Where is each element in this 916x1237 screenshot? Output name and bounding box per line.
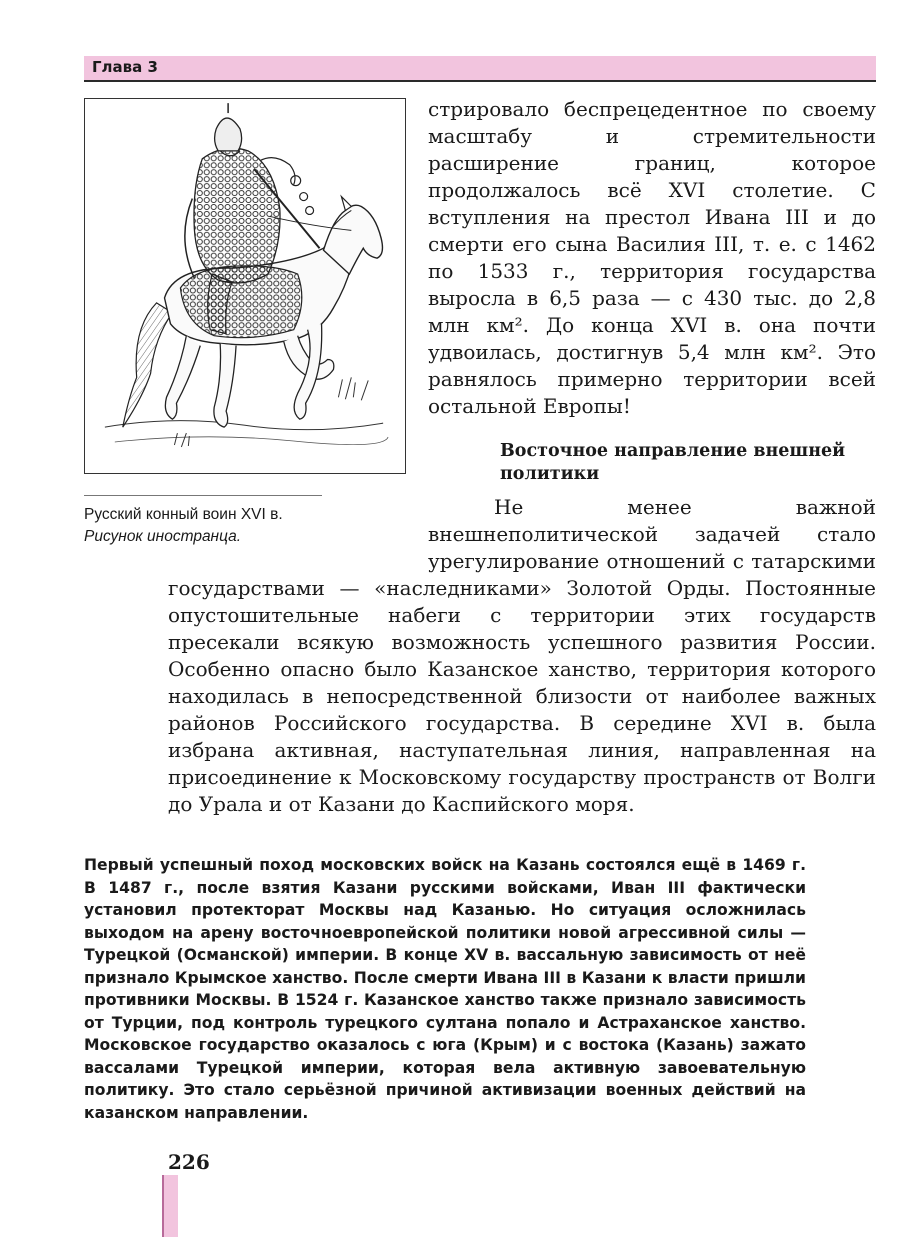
historical-note: Первый успешный поход московских войск на Казань состоялся ещё в 1469 г. В 1487 г., после взятия Казани русскими войсками, Иван III фактически установил протекторат Москвы над Казанью. Но ситуация осложнилась выходом на арену восточноевропейской политики новой агрессивной силы — Турецкой (Османской) империи. В конце XV в. вассальную зависимость от неё признало Крымское ханство. После смерти Ивана III в Казани к власти пришли противники Москвы. В 1524 г. Казанское ханство также признало зависимость от Турции, под контроль турецкого султана попало и Астраханское ханство. Московское государство оказалось с юга (Крым) и с востока (Казань) зажато вассалами Турецкой империи, которая вела активную завоевательную политику. Это стало серьёзной причиной активизации военных действий на казанском направлении. <box>84 856 806 1122</box>
main-paragraph-block <box>168 494 876 818</box>
right-column <box>428 96 876 420</box>
chapter-label: Глава 3 <box>92 58 158 76</box>
caption-float-spacer <box>168 494 428 575</box>
page-edge-tab <box>162 1175 178 1237</box>
header-rule <box>84 80 876 82</box>
caption-subtitle: Рисунок иностранца. <box>84 528 242 545</box>
page-number: 226 <box>168 1150 210 1174</box>
paragraph-eastern-policy-text: Не менее важной внешнеполитической задачей стало урегулирование отношений с татарскими государствами — «наследниками» Золотой Орды. Постоянные опустошительные набеги с территории этих государств пресекали всякую возможность успешного развития России. Особенно опасно было Казанское ханство, территория которого находилась в непосредственной близости от наиболее важных районов Российского государства. В середине XVI в. была избрана активная, наступательная линия, направленная на присоединение к Московскому государству пространств от Волги до Урала и от Казани до Каспийского моря. <box>168 495 876 816</box>
chapter-header-bar <box>84 56 876 80</box>
warrior-illustration <box>84 98 406 474</box>
paragraph-continuation: стрировало беспрецедентное по своему масштабу и стремительности расширение границ, которое продолжалось всё XVI столетие. С вступления на престол Ивана III и до смерти его сына Василия III, т. е. с 1462 по 1533 г., территория государства выросла в 6,5 раза — с 430 тыс. до 2,8 млн км². До конца XVI в. она почти удвоилась, достигнув 5,4 млн км². Это равнялось примерно территории всей остальной Европы! <box>428 97 876 418</box>
section-heading: Восточное направление внешней политики <box>500 441 846 484</box>
caption-title: Русский конный воин XVI в. <box>84 506 283 523</box>
mounted-warrior-icon <box>85 99 405 473</box>
